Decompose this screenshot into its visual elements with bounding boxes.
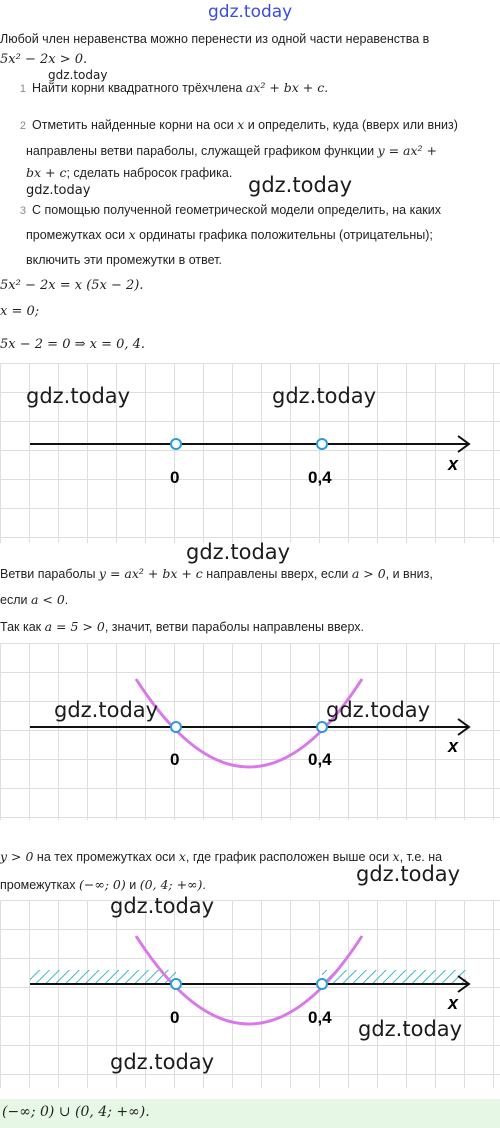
root-point-04 bbox=[317, 979, 327, 989]
axis-label-x: x bbox=[448, 736, 459, 756]
text: , и вниз, bbox=[385, 567, 433, 581]
text: . bbox=[64, 593, 69, 607]
text: промежутках bbox=[0, 878, 79, 892]
hatched-interval-right bbox=[322, 970, 466, 984]
intro-inequality: 5x² − 2x > 0. bbox=[0, 52, 88, 67]
text: , где график расположен выше оси bbox=[185, 850, 393, 864]
text: Так как bbox=[0, 620, 45, 634]
watermark: gdz.today bbox=[356, 862, 461, 886]
step-1 bbox=[0, 79, 500, 98]
root-point-04 bbox=[317, 439, 327, 449]
tick-label-0: 0 bbox=[170, 750, 180, 769]
text: и bbox=[125, 878, 140, 892]
tick-label-04: 0,4 bbox=[308, 750, 332, 769]
step-text: ординаты графика положительны (отрицательны); bbox=[135, 228, 433, 242]
root-1: x = 0; bbox=[0, 304, 40, 319]
step-3-line-2 bbox=[0, 226, 500, 244]
math: a > 0 bbox=[351, 566, 386, 581]
math: x bbox=[392, 849, 400, 864]
branches-line-1 bbox=[0, 565, 500, 583]
watermark: gdz.today bbox=[272, 384, 377, 408]
root-point-0 bbox=[171, 722, 181, 732]
answer-text: (−∞; 0) ∪ (0, 4; +∞). bbox=[2, 1104, 150, 1120]
step-text: Отметить найденные корни на оси bbox=[32, 118, 238, 132]
axis-label-x: x bbox=[448, 993, 459, 1013]
watermark: gdz.today bbox=[48, 68, 108, 82]
step-3-line-1 bbox=[0, 202, 500, 220]
text: . bbox=[202, 878, 206, 892]
text: , т.е. на bbox=[399, 850, 443, 864]
math: y = ax² + bx + c bbox=[98, 566, 203, 581]
text: , значит, ветви параболы направлены вверх. bbox=[104, 620, 365, 634]
step-2-line-2 bbox=[0, 142, 500, 160]
step-text: включить эти промежутки в ответ. bbox=[26, 253, 222, 267]
watermark: gdz.today bbox=[358, 1017, 463, 1041]
step-number: 1 bbox=[19, 83, 26, 95]
step-text: и определить, куда (вверх или вниз) bbox=[244, 118, 458, 132]
watermark: gdz.today bbox=[110, 1050, 215, 1074]
step-number: 3 bbox=[19, 205, 26, 217]
text: если bbox=[0, 593, 31, 607]
watermark: gdz.today bbox=[326, 698, 431, 722]
root-point-0 bbox=[171, 439, 181, 449]
step-text: С помощью полученной геометрической модели определить, на каких bbox=[32, 203, 442, 217]
factorization: 5x² − 2x = x (5x − 2). bbox=[0, 278, 144, 293]
tick-label-0: 0 bbox=[170, 468, 180, 487]
watermark: gdz.today bbox=[26, 384, 131, 408]
since-line bbox=[0, 618, 500, 636]
watermark: gdz.today bbox=[110, 894, 215, 918]
math: y > 0 bbox=[0, 849, 34, 864]
branches-line-2 bbox=[0, 591, 500, 609]
step-text: направлены ветви параболы, служащей графиком функции bbox=[26, 144, 378, 158]
step-text: Найти корни квадратного трёхчлена bbox=[32, 81, 246, 95]
solution-graph bbox=[0, 894, 500, 1088]
step-math: x bbox=[128, 227, 136, 242]
tick-label-0: 0 bbox=[170, 1008, 180, 1027]
solution-svg bbox=[0, 900, 500, 1088]
step-number: 2 bbox=[19, 120, 26, 132]
step-math: x bbox=[237, 117, 245, 132]
math: (0, 4; +∞) bbox=[139, 877, 203, 892]
root-point-04 bbox=[317, 722, 327, 732]
root-point-0 bbox=[171, 979, 181, 989]
step-3-line-3 bbox=[0, 252, 500, 269]
watermark: gdz.today bbox=[248, 173, 353, 197]
text: Ветви параболы bbox=[0, 567, 99, 581]
math: x bbox=[178, 849, 186, 864]
parabola-svg bbox=[0, 643, 500, 820]
parabola-graph bbox=[0, 643, 500, 820]
hatched-interval-left bbox=[30, 970, 176, 984]
step-math: y = ax² + bbox=[377, 143, 438, 158]
text: направлены вверх, если bbox=[202, 567, 352, 581]
step-2-line-1 bbox=[0, 116, 500, 135]
tick-label-04: 0,4 bbox=[308, 468, 332, 487]
answer-box bbox=[0, 1099, 500, 1128]
text: на тех промежутках оси bbox=[33, 850, 179, 864]
root-2: 5x − 2 = 0 ⇒ x = 0, 4. bbox=[0, 337, 146, 352]
step-text: ; сделать набросок графика. bbox=[66, 166, 233, 180]
math: a = 5 > 0 bbox=[44, 619, 105, 634]
step-math: bx + c bbox=[26, 165, 67, 180]
step-text: промежутках оси bbox=[26, 228, 129, 242]
math: a < 0 bbox=[30, 592, 65, 607]
step-math: ax² + bx + c. bbox=[245, 80, 329, 95]
watermark: gdz.today bbox=[208, 2, 293, 22]
watermark: gdz.today bbox=[54, 698, 159, 722]
intro-text: Любой член неравенства можно перенести из одной части неравенства в bbox=[0, 32, 430, 46]
axis-label-x: x bbox=[448, 454, 459, 474]
tick-label-04: 0,4 bbox=[308, 1008, 332, 1027]
number-line-graph bbox=[0, 363, 500, 543]
watermark: gdz.today bbox=[26, 183, 91, 198]
watermark: gdz.today bbox=[186, 540, 291, 564]
math: (−∞; 0) bbox=[78, 877, 126, 892]
